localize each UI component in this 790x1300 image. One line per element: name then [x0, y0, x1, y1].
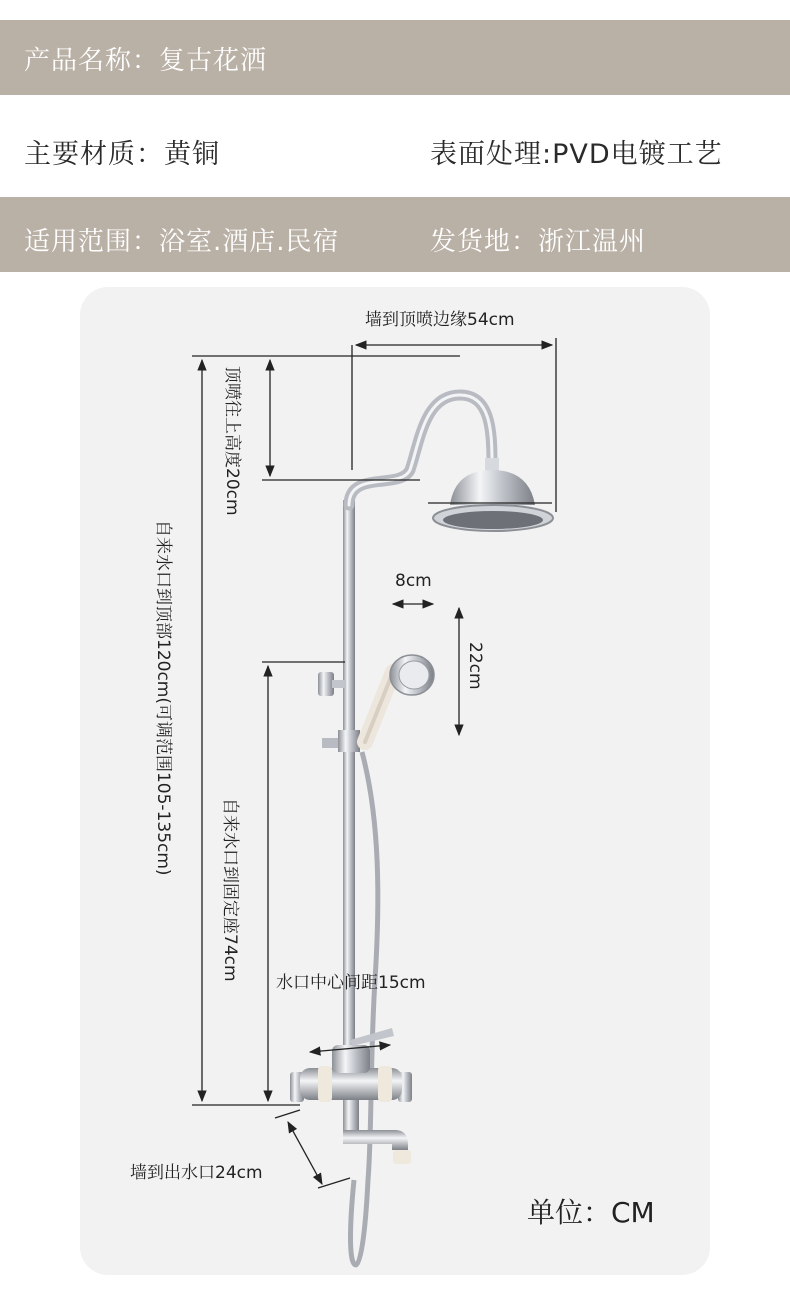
tub-spout: [343, 1100, 411, 1164]
scope-label: 适用范围：浴室.酒店.民宿: [24, 227, 340, 257]
material-label: 主要材质：黄铜: [24, 139, 220, 170]
label-inlet-to-top: 自来水口到顶部120cm(可调范围105-135cm): [153, 520, 173, 876]
slider-holder: [338, 730, 360, 752]
shower-set: [290, 395, 553, 1265]
label-head-up-height: 顶喷往上高度20cm: [222, 366, 242, 516]
surface-label: 表面处理:PVD电镀工艺: [430, 139, 723, 170]
hand-shower: [365, 655, 434, 742]
label-handheld-width: 8cm: [395, 571, 432, 591]
label-handheld-height: 22cm: [465, 642, 485, 690]
label-inlet-to-holder: 自来水口到固定座74cm: [220, 798, 240, 982]
label-wall-to-head-edge: 墙到顶喷边缘54cm: [365, 310, 515, 330]
rain-shower-head: [433, 458, 553, 531]
unit-label: 单位：CM: [527, 1196, 655, 1229]
product-name: 产品名称：复古花洒: [24, 46, 268, 76]
riser-pipe: [343, 500, 355, 1080]
label-wall-to-spout: 墙到出水口24cm: [130, 1163, 263, 1183]
origin-label: 发货地：浙江温州: [430, 227, 647, 257]
label-inlet-spacing: 水口中心间距15cm: [276, 973, 426, 993]
wall-bracket: [318, 672, 346, 696]
